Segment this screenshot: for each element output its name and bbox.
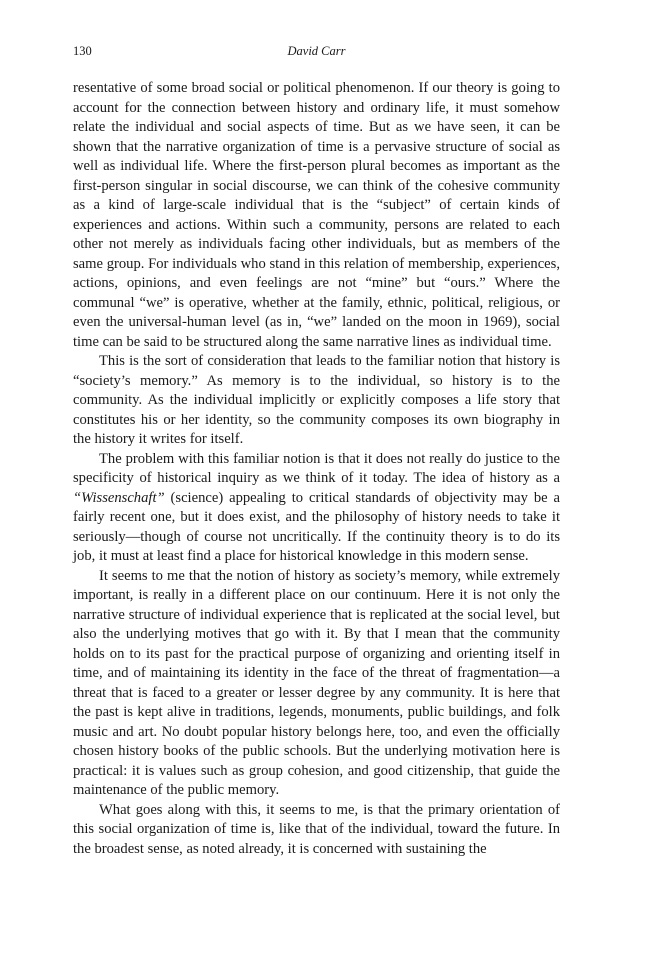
book-page bbox=[73, 40, 560, 859]
body-text bbox=[73, 79, 560, 859]
running-head-author: David Carr bbox=[287, 44, 346, 58]
page-number: 130 bbox=[73, 44, 92, 58]
running-head bbox=[73, 40, 560, 62]
paragraph-4: It seems to me that the notion of history as society’s memory, while extremely important, is really in a different place on our continuum. Here it is not only the narrative structure of individual experience that is replicated at the social level, but also the underlying motives that go with it. By that I mean that the community holds on to its past for the practical purpose of organizing and orienting itself in time, and of maintaining its identity in the face of the threat of fragmentation—a threat that is faced to a greater or lesser degree by any community. It is here that the past is kept alive in traditions, legends, monuments, public buildings, and folk music and art. No doubt popular history belongs here, too, and even the officially chosen history books of the public schools. But the underlying motivation here is practical: it is values such as group cohesion, and good citizenship, that guide the maintenance of the public memory. bbox=[73, 567, 560, 798]
paragraph-5: What goes along with this, it seems to me, is that the primary orientation of this social organization of time is, like that of the individual, toward the future. In the broadest sense, as noted already, it is concerned with sustaining the bbox=[73, 801, 560, 857]
paragraph-1: resentative of some broad social or political phenomenon. If our theory is going to account for the connection between history and ordinary life, it must somehow relate the individual and social aspects of time. But as we have seen, it can be shown that the narrative organization of time is a pervasive structure of social as well as individual life. Where the first-person plural becomes as important as the first-person singular in social discourse, we can think of the cohesive community as a kind of large-scale individual that is the “subject” of certain kinds of experiences and actions. Within such a community, persons are related to each other not merely as individuals facing other individuals, but as members of the same group. For individuals who stand in this relation of membership, experiences, actions, opinions, and even feelings are not “mine” but “ours.” Where the communal “we” is operative, whether at the family, ethnic, political, religious, or even the universal-human level (as in, “we” landed on the moon in 1969), social time can be said to be structured along the same narrative lines as individual time. bbox=[73, 80, 560, 350]
paragraph-3-text-before: The problem with this familiar notion is that it does not really do justice to the specificity of historical inquiry as we think of it today. The idea of history as a bbox=[73, 450, 560, 486]
paragraph-2: This is the sort of consideration that leads to the familiar notion that history is “society’s memory.” As memory is to the individual, so history is to the community. As the individual implicitly or explicitly composes a life story that constitutes his or her identity, so the community composes its own biography in the history it writes for itself. bbox=[73, 353, 560, 447]
paragraph-3 bbox=[73, 450, 560, 567]
wissenschaft-term: “Wissenschaft” bbox=[73, 489, 165, 506]
paragraph-3-text-after: (science) appealing to critical standards of objectivity may be a fairly recent one, but it does exist, and the philosophy of history needs to take it seriously—though of course not uncritically. If the continuity theory is to do its job, it must at least find a place for historical knowledge in this modern sense. bbox=[73, 489, 560, 564]
